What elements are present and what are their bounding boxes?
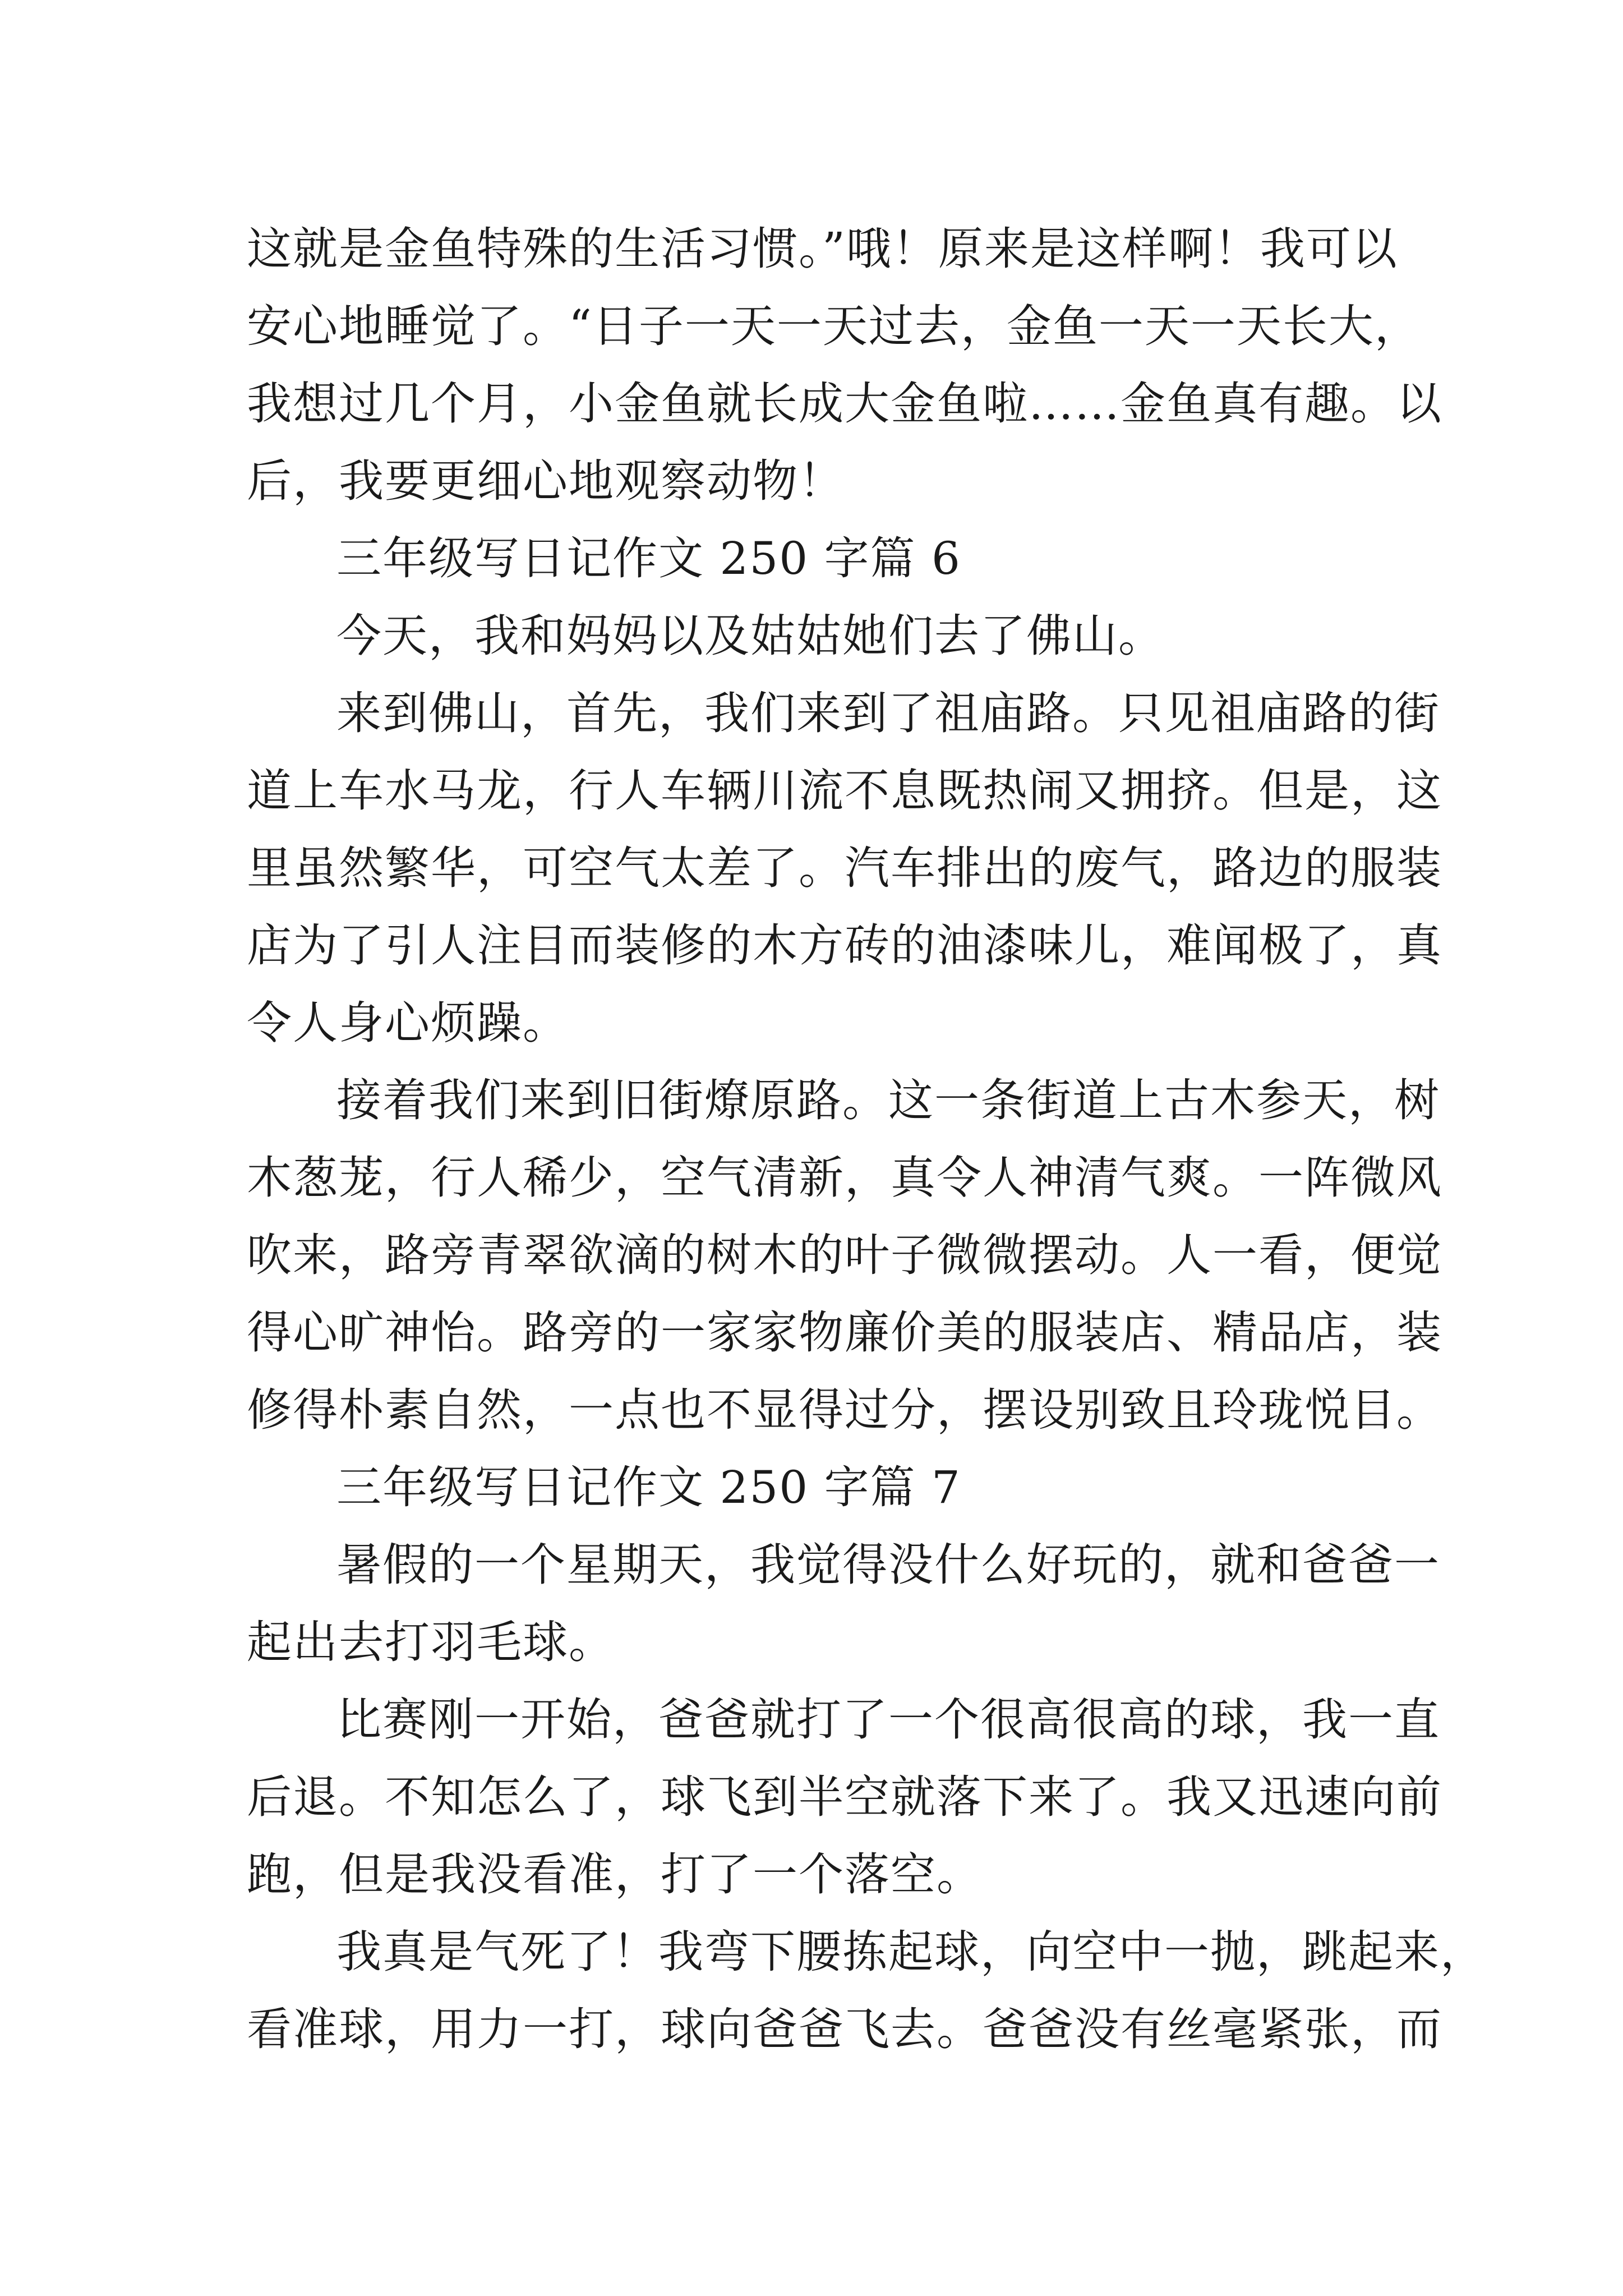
document-body: [247, 210, 1486, 2068]
text-line: 安心地睡觉了。“日子一天一天过去，金鱼一天一天长大，: [247, 300, 1421, 352]
section-heading: 三年级写日记作文 250 字篇 6: [336, 532, 961, 585]
text-line: 今天，我和妈妈以及姑姑她们去了佛山。: [336, 610, 1164, 662]
text-line: 这就是金鱼特殊的生活习惯。”哦！原来是这样啊！我可以: [247, 223, 1398, 275]
text-line: 后退。不知怎么了，球飞到半空就落下来了。我又迅速向前: [247, 1771, 1442, 1823]
text-line: 里虽然繁华，可空气太差了。汽车排出的废气，路边的服装: [247, 842, 1442, 894]
text-line: 令人身心烦躁。: [247, 997, 569, 1049]
text-line: 我真是气死了！我弯下腰拣起球，向空中一抛，跳起来，: [336, 1926, 1486, 1978]
text-line: 木葱茏，行人稀少，空气清新，真令人神清气爽。一阵微风: [247, 1152, 1442, 1204]
text-line: 跑，但是我没看准，打了一个落空。: [247, 1848, 983, 1901]
text-line: 看准球，用力一打，球向爸爸飞去。爸爸没有丝毫紧张，而: [247, 2003, 1442, 2055]
text-line: 我想过几个月，小金鱼就长成大金鱼啦……金鱼真有趣。以: [247, 378, 1442, 430]
text-line: 来到佛山，首先，我们来到了祖庙路。只见祖庙路的街: [336, 687, 1440, 739]
text-line: 吹来，路旁青翠欲滴的树木的叶子微微摆动。人一看，便觉: [247, 1229, 1442, 1281]
text-line: 比赛刚一开始，爸爸就打了一个很高很高的球，我一直: [336, 1694, 1440, 1746]
text-line: 起出去打羽毛球。: [247, 1616, 615, 1668]
text-line: 店为了引人注目而装修的木方砖的油漆味儿，难闻极了，真: [247, 919, 1442, 972]
text-line: 接着我们来到旧街燎原路。这一条街道上古木参天，树: [336, 1074, 1440, 1126]
section-heading: 三年级写日记作文 250 字篇 7: [336, 1461, 961, 1513]
text-line: 道上车水马龙，行人车辆川流不息既热闹又拥挤。但是，这: [247, 765, 1442, 817]
text-line: 修得朴素自然，一点也不显得过分，摆设别致且玲珑悦目。: [247, 1384, 1442, 1436]
text-line: 得心旷神怡。路旁的一家家物廉价美的服装店、精品店，装: [247, 1306, 1442, 1359]
text-line: 暑假的一个星期天，我觉得没什么好玩的，就和爸爸一: [336, 1539, 1440, 1591]
text-line: 后，我要更细心地观察动物！: [247, 455, 845, 507]
